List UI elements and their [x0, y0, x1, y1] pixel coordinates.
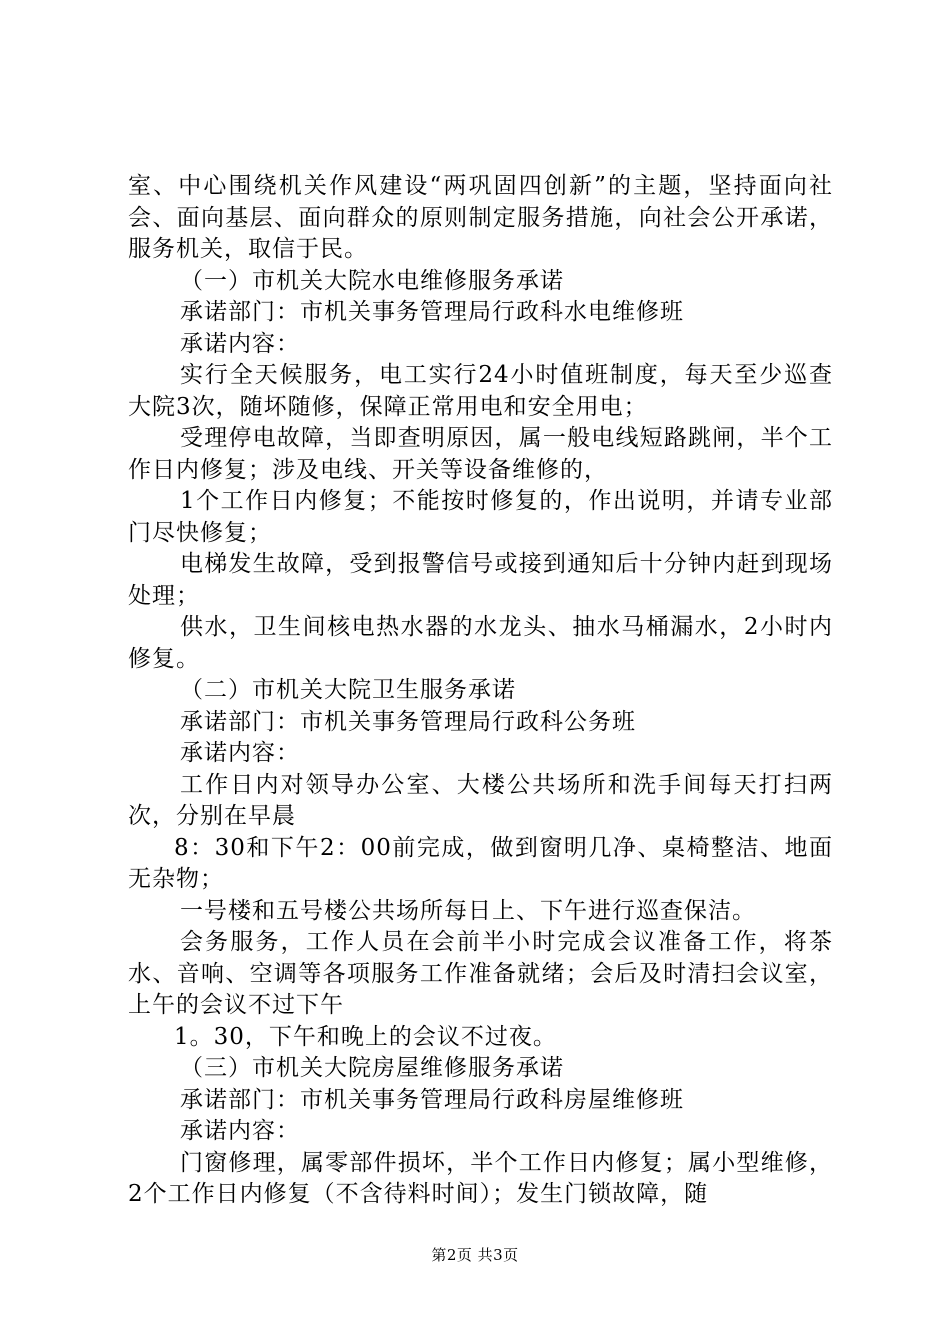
paragraph: 承诺部门：市机关事务管理局行政科房屋维修班	[180, 1086, 684, 1113]
paragraph: 供水，卫生间核电热水器的水龙头、抽水马桶漏水，2小时内修复。	[128, 614, 833, 672]
paragraph: 承诺内容：	[180, 330, 300, 357]
paragraph: 实行全天候服务，电工实行24小时值班制度，每天至少巡查大院3次，随坏随修，保障正常用电和安全用电；	[128, 362, 833, 420]
paragraph: 承诺部门：市机关事务管理局行政科公务班	[180, 708, 636, 735]
paragraph: 1个工作日内修复；不能按时修复的，作出说明，并请专业部门尽快修复；	[128, 488, 833, 546]
paragraph: 室、中心围绕机关作风建设“两巩固四创新”的主题，坚持面向社会、面向基层、面向群众的原则制定服务措施，向社会公开承诺，服务机关，取信于民。	[128, 173, 833, 262]
page-number: 第2页 共3页	[431, 1246, 519, 1264]
paragraph: 门窗修理，属零部件损坏，半个工作日内修复；属小型维修，2个工作日内修复（不含待料时间）；发生门锁故障，随	[128, 1149, 833, 1207]
section-heading: （二）市机关大院卫生服务承诺	[180, 677, 516, 703]
section-heading: （三）市机关大院房屋维修服务承诺	[180, 1055, 564, 1081]
section-heading: （一）市机关大院水电维修服务承诺	[180, 267, 564, 294]
paragraph: 承诺内容：	[180, 1118, 300, 1144]
paragraph: 8：30和下午2：00前完成，做到窗明几净、桌椅整洁、地面无杂物；	[128, 834, 833, 892]
paragraph: 1。30，下午和晚上的会议不过夜。	[174, 1023, 557, 1050]
page-footer	[0, 1244, 950, 1265]
paragraph: 电梯发生故障，受到报警信号或接到通知后十分钟内赶到现场处理；	[128, 551, 833, 609]
document-body	[128, 171, 833, 1211]
paragraph: 承诺内容：	[180, 740, 300, 766]
paragraph: 承诺部门：市机关事务管理局行政科水电维修班	[180, 299, 684, 325]
paragraph: 一号楼和五号楼公共场所每日上、下午进行巡查保洁。	[180, 897, 756, 924]
paragraph: 工作日内对领导办公室、大楼公共场所和洗手间每天打扫两次，分别在早晨	[128, 771, 833, 829]
paragraph: 受理停电故障，当即查明原因，属一般电线短路跳闸，半个工作日内修复；涉及电线、开关等设备维修的，	[128, 425, 833, 483]
paragraph: 会务服务，工作人员在会前半小时完成会议准备工作，将茶水、音响、空调等各项服务工作准备就绪；会后及时清扫会议室，上午的会议不过下午	[128, 929, 833, 1018]
